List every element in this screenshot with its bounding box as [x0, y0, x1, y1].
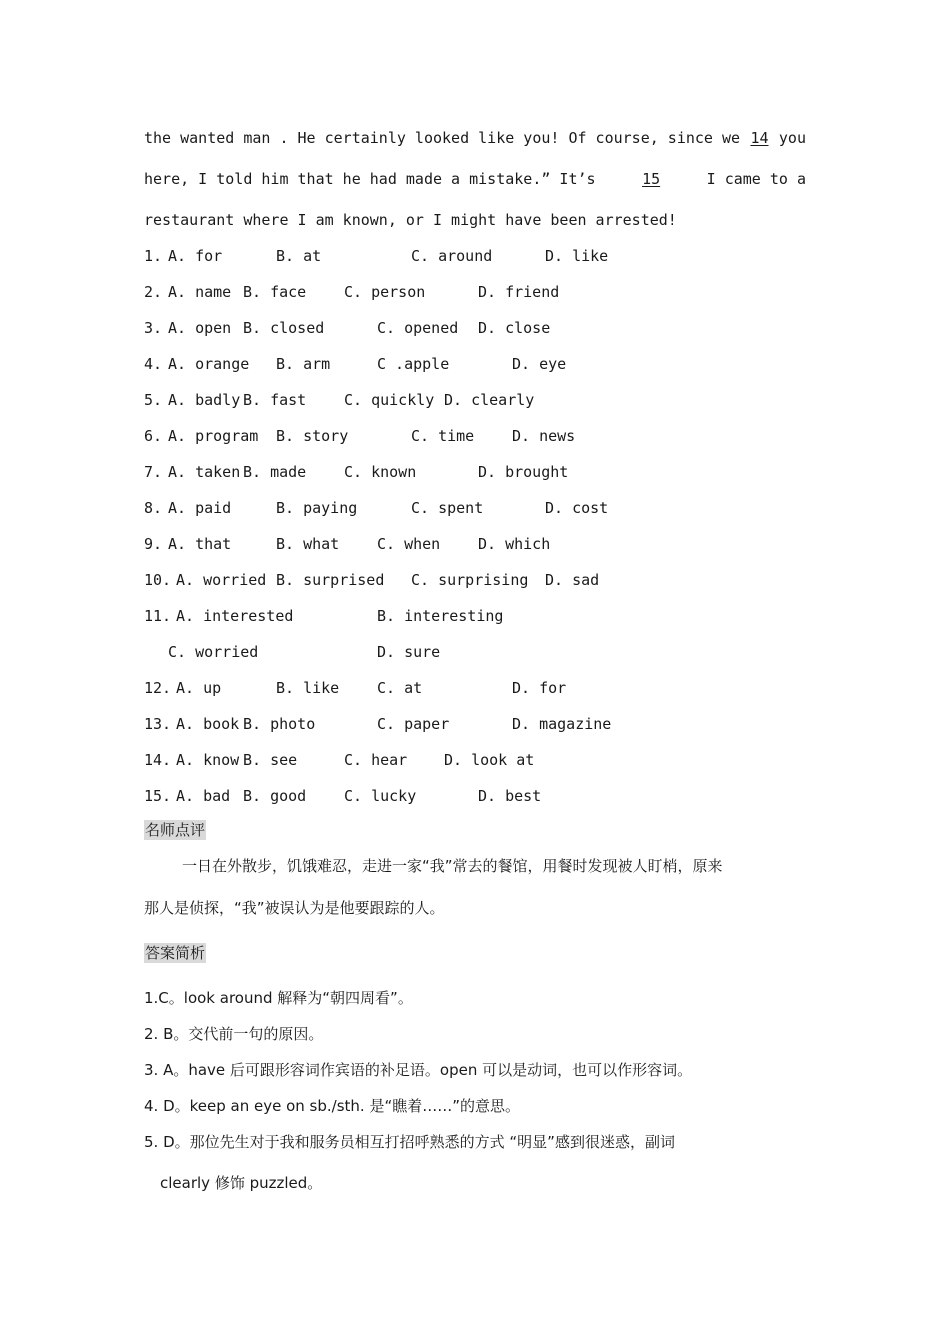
option-c: C. opened	[377, 319, 459, 337]
option-b: B. arm	[276, 355, 331, 373]
answer-item-5: 5. D。那位先生对于我和服务员相互打招呼熟悉的方式 “明显”感到很迷惑，副词	[144, 1133, 675, 1151]
option-a: A. book	[176, 715, 240, 733]
option-b: B. face	[243, 283, 307, 301]
review-heading: 名师点评	[145, 821, 206, 839]
option-b: B. good	[243, 787, 307, 805]
option-a: A. taken	[168, 463, 241, 481]
option-c: C. when	[377, 535, 441, 553]
option-c: C. spent	[411, 499, 484, 517]
option-b: B. paying	[276, 499, 358, 517]
answers-heading: 答案简析	[145, 944, 206, 962]
option-c: C. hear	[344, 751, 408, 769]
option-c: C. quickly	[344, 391, 435, 409]
passage-line-2-start: here, I told him that he had made a mistake.” It’s	[144, 170, 596, 188]
option-b: B. fast	[243, 391, 307, 409]
question-number: 9.	[144, 535, 163, 553]
question-number: 12.	[144, 679, 172, 697]
option-b: B. interesting	[377, 607, 504, 625]
question-number: 6.	[144, 427, 163, 445]
passage-line-1-text: the wanted man . He certainly looked like you! Of course, since we	[144, 129, 741, 147]
option-c: C. surprising	[411, 571, 529, 589]
review-line-2: 那人是侦探，“我”被误认为是他要跟踪的人。	[144, 899, 445, 917]
question-number: 5.	[144, 391, 163, 409]
answer-item-5-cont: clearly 修饰 puzzled。	[160, 1174, 323, 1192]
option-d: D. friend	[478, 283, 560, 301]
option-a: A. know	[176, 751, 240, 769]
option-b: B. at	[276, 247, 322, 265]
option-d: D. which	[478, 535, 551, 553]
option-d: D. news	[512, 427, 576, 445]
option-a: A. paid	[168, 499, 232, 517]
option-d: D. look at	[444, 751, 535, 769]
option-a: A. open	[168, 319, 232, 337]
passage-line-2	[144, 169, 806, 189]
option-d: D. clearly	[444, 391, 535, 409]
blank-14: 14	[750, 129, 769, 147]
question-number: 11.	[144, 607, 172, 625]
option-b: B. made	[243, 463, 307, 481]
answer-item-2: 2. B。交代前一句的原因。	[144, 1025, 324, 1043]
answer-item-4: 4. D。keep an eye on sb./sth. 是“瞧着……”的意思。	[144, 1097, 520, 1115]
option-d: D. magazine	[512, 715, 612, 733]
answer-item-3: 3. A。have 后可跟形容词作宾语的补足语。open 可以是动词，也可以作形容词。	[144, 1061, 693, 1079]
question-number: 4.	[144, 355, 163, 373]
option-a: A. for	[168, 247, 223, 265]
option-a: A. that	[168, 535, 232, 553]
option-c: C. person	[344, 283, 426, 301]
option-c: C. paper	[377, 715, 450, 733]
option-d: D. cost	[545, 499, 609, 517]
option-a: A. badly	[168, 391, 241, 409]
question-number: 1.	[144, 247, 163, 265]
option-d: D. for	[512, 679, 567, 697]
option-a: A. bad	[176, 787, 231, 805]
question-number: 10.	[144, 571, 172, 589]
option-d: D. sure	[377, 643, 441, 661]
option-b: B. story	[276, 427, 349, 445]
option-b: B. surprised	[276, 571, 385, 589]
option-a: A. orange	[168, 355, 250, 373]
option-b: B. photo	[243, 715, 316, 733]
option-d: D. brought	[478, 463, 569, 481]
passage-line-1	[144, 128, 806, 148]
option-b: B. like	[276, 679, 340, 697]
option-c: C. lucky	[344, 787, 417, 805]
question-number: 13.	[144, 715, 172, 733]
option-b: B. closed	[243, 319, 325, 337]
option-d: D. eye	[512, 355, 567, 373]
question-number: 15.	[144, 787, 172, 805]
blank-15: 15	[642, 170, 661, 188]
option-c: C .apple	[377, 355, 450, 373]
question-number: 2.	[144, 283, 163, 301]
option-a: A. worried	[176, 571, 267, 589]
option-c: C. time	[411, 427, 475, 445]
question-number: 14.	[144, 751, 172, 769]
question-number: 3.	[144, 319, 163, 337]
answer-item-1: 1.C。look around 解释为“朝四周看”。	[144, 989, 413, 1007]
option-c: C. at	[377, 679, 423, 697]
option-a: A. program	[168, 427, 259, 445]
option-b: B. see	[243, 751, 298, 769]
review-line-1: 一日在外散步，饥饿难忍，走进一家“我”常去的餐馆，用餐时发现被人盯梢，原来	[182, 857, 723, 875]
option-c: C. known	[344, 463, 417, 481]
option-a: A. name	[168, 283, 232, 301]
question-number: 8.	[144, 499, 163, 517]
option-d: D. like	[545, 247, 609, 265]
option-c: C. around	[411, 247, 493, 265]
option-a: A. up	[176, 679, 222, 697]
passage-line-2-end: I came to a	[706, 170, 806, 188]
passage-line-3: restaurant where I am known, or I might have been arrested!	[144, 211, 677, 229]
option-d: D. sad	[545, 571, 600, 589]
question-number: 7.	[144, 463, 163, 481]
option-b: B. what	[276, 535, 340, 553]
option-a: A. interested	[176, 607, 294, 625]
option-c: C. worried	[168, 643, 259, 661]
option-d: D. close	[478, 319, 551, 337]
option-d: D. best	[478, 787, 542, 805]
passage-line-1-end: you	[778, 129, 806, 147]
